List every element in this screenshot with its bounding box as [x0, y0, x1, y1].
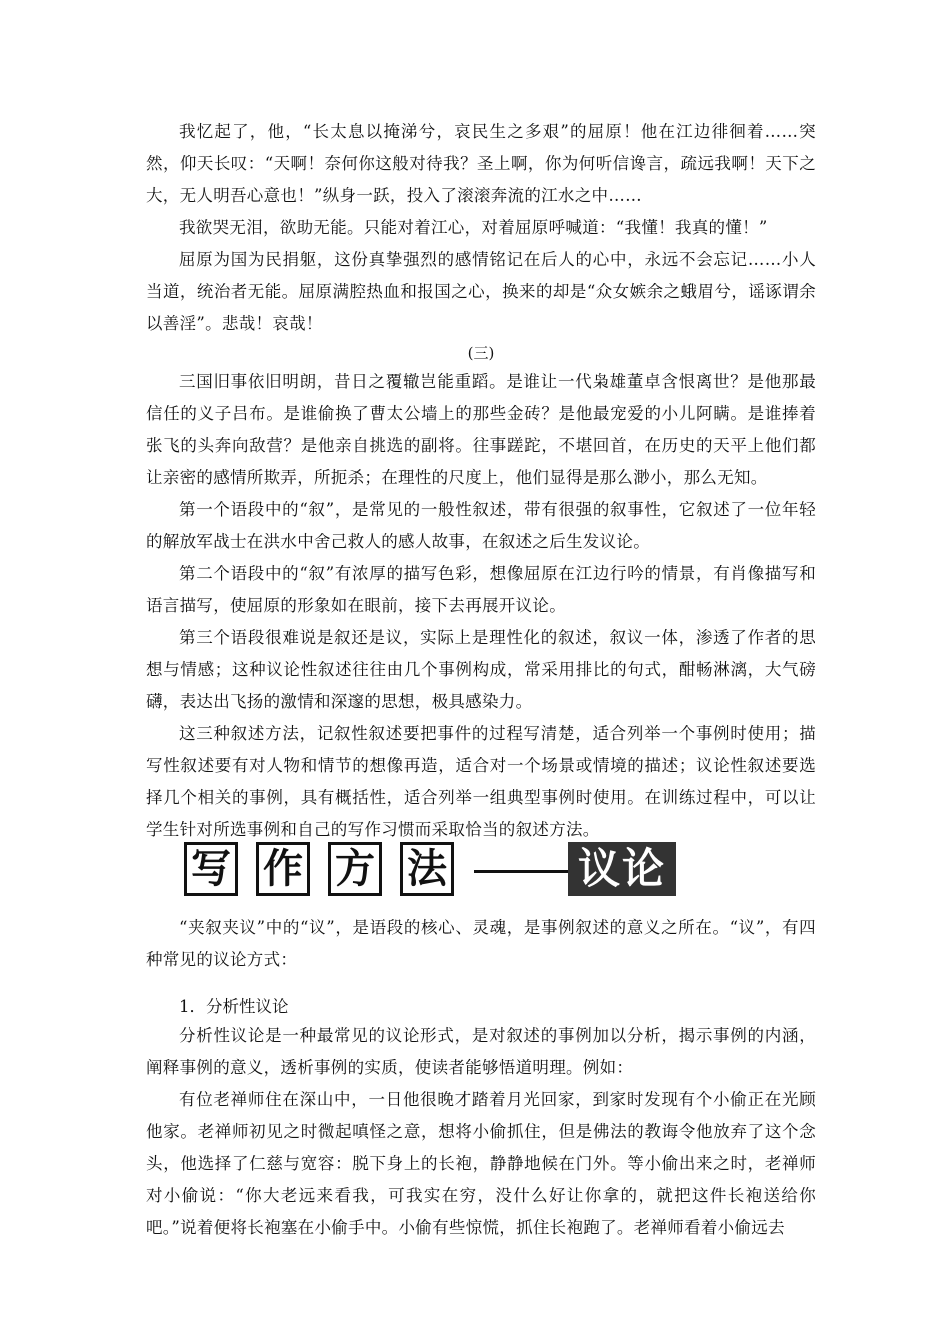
heading-char: 方	[328, 842, 382, 896]
paragraph-analysis-1: 第一个语段中的“叙”，是常见的一般性叙述，带有很强的叙事性，它叙述了一位年轻的解放军战士在洪水中舍己救人的感人故事，在叙述之后生发议论。	[146, 500, 816, 551]
paragraph-zen-master: 有位老禅师住在深山中，一日他很晚才踏着月光回家，到家时发现有个小偷正在光顾他家。老禅师初见之时微起嗔怪之意，想将小偷抓住，但是佛法的教诲令他放弃了这个念头，他选择了仁慈与宽容：脱下身上的长袍，静静地候在门外。等小偷出来之时，老禅师对小偷说：“你大老远来看我，可我实在穷，没什么好让你拿的，就把这件长袍送给你吧。”说着便将长袍塞在小偷手中。小偷有些惊慌，抓住长袍跑了。老禅师看着小偷远去	[146, 1090, 816, 1237]
paragraph-qu-yuan-recall: 我忆起了，他，“长太息以掩涕兮，哀民生之多艰”的屈原！他在江边徘徊着……突然，仰天长叹：“天啊！奈何你这般对待我？圣上啊，你为何听信谗言，疏远我啊！天下之大，无人明吾心意也！”纵身一跃，投入了滚滚奔流的江水之中……	[146, 122, 816, 205]
heading-highlight: 议论	[568, 842, 676, 896]
paragraph-analytic-definition: 分析性议论是一种最常见的议论形式，是对叙述的事例加以分析，揭示事例的内涵，阐释事例的意义，透析事例的实质，使读者能够悟道明理。例如：	[146, 1026, 816, 1077]
paragraph-intro: “夹叙夹议”中的“议”，是语段的核心、灵魂，是事例叙述的意义之所在。“议”，有四种常见的议论方式：	[146, 918, 816, 969]
paragraph-analysis-3: 第三个语段很难说是叙还是议，实际上是理性化的叙述，叙议一体，渗透了作者的思想与情感；这种议论性叙述往往由几个事例构成，常采用排比的句式，酣畅淋漓，大气磅礴，表达出飞扬的激情和深邃的思想，极具感染力。	[146, 628, 816, 711]
section-heading	[184, 842, 684, 902]
heading-char: 作	[256, 842, 310, 896]
heading-char: 法	[400, 842, 454, 896]
paragraph-cry: 我欲哭无泪，欲助无能。只能对着江心，对着屈原呼喊道：“我懂！我真的懂！”	[179, 218, 768, 237]
section-label: (三)	[467, 344, 495, 362]
paragraph-summary: 这三种叙述方法，记叙性叙述要把事件的过程写清楚，适合列举一个事例时使用；描写性叙述要有对人物和情节的想像再造，适合对一个场景或情境的描述；议论性叙述要选择几个相关的事例，具有概括性，适合列举一组典型事例时使用。在训练过程中，可以让学生针对所选事例和自己的写作习惯而采取恰当的叙述方法。	[146, 724, 816, 839]
paragraph-qu-yuan-sacrifice: 屈原为国为民捐躯，这份真挚强烈的感情铭记在后人的心中，永远不会忘记……小人当道，统治者无能。屈原满腔热血和报国之心，换来的却是“众女嫉余之蛾眉兮，谣诼谓余以善淫”。悲哉！哀哉！	[146, 250, 816, 333]
item-title: 1．分析性议论	[179, 997, 289, 1016]
heading-dash	[474, 870, 572, 873]
paragraph-analysis-2: 第二个语段中的“叙”有浓厚的描写色彩，想像屈原在江边行吟的情景，有肖像描写和语言描写，使屈原的形象如在眼前，接下去再展开议论。	[146, 564, 816, 615]
heading-char: 写	[184, 842, 238, 896]
paragraph-three-kingdoms: 三国旧事依旧明朗，昔日之覆辙岂能重蹈。是谁让一代枭雄董卓含恨离世？是他那最信任的义子吕布。是谁偷换了曹太公墙上的那些金砖？是他最宠爱的小儿阿瞒。是谁捧着张飞的头奔向敌营？是他亲自挑选的副将。往事蹉跎，不堪回首，在历史的天平上他们都让亲密的感情所欺弄，所扼杀；在理性的尺度上，他们显得是那么渺小，那么无知。	[146, 372, 816, 487]
